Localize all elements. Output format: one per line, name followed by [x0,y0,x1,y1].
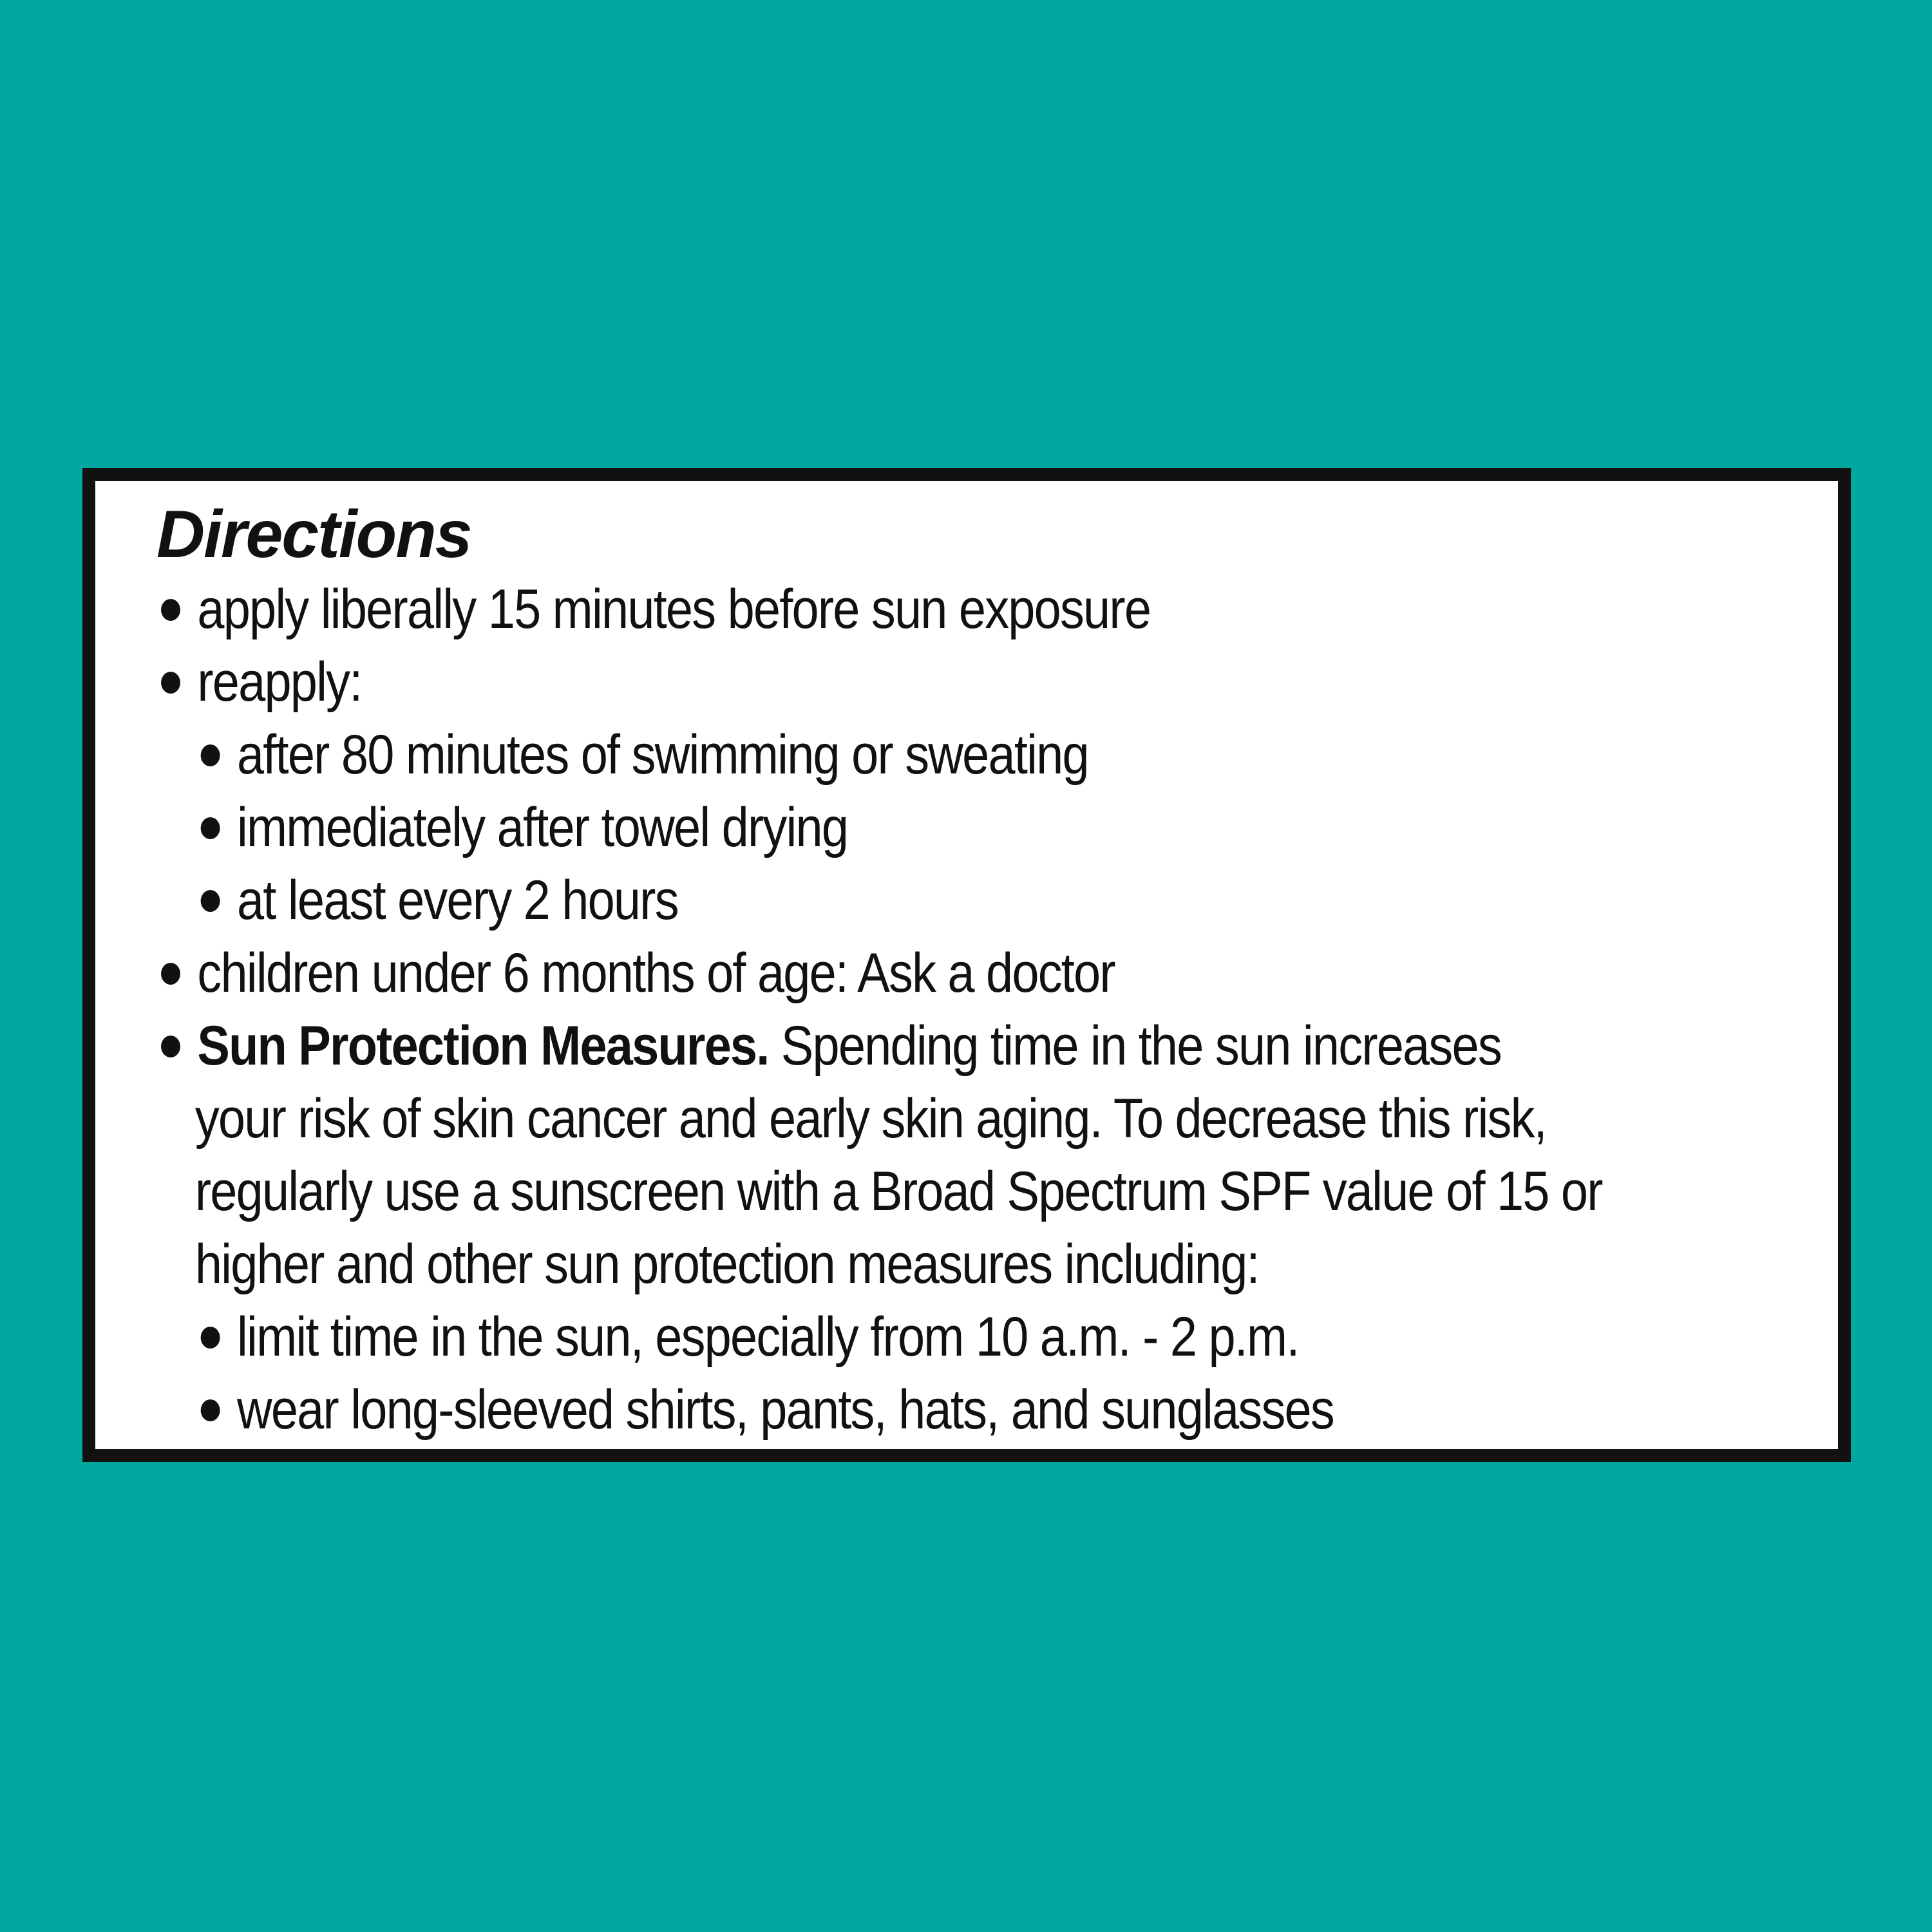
bullet-icon [201,1327,220,1349]
sub-item-reapply-2 [156,791,1602,864]
sub-item-text: at least every 2 hours [236,869,678,931]
bullet-icon [201,817,220,839]
bullet-icon [201,1399,220,1421]
sub-item-sun-1 [156,1301,1602,1374]
sub-item-text: limit time in the sun, especially from 10 a.m. - 2 p.m. [236,1306,1299,1368]
list-item-text: children under 6 months of age: Ask a doctor [197,942,1115,1004]
list-item-sun-protection [156,1010,1602,1083]
bullet-icon [161,963,180,985]
list-item-apply [156,573,1602,646]
list-item-children [156,937,1602,1010]
bullet-icon [161,672,180,694]
sub-item-reapply-1 [156,719,1602,791]
directions-panel [82,468,1851,1462]
list-item-reapply [156,646,1602,719]
sun-protection-line2: your risk of skin cancer and early skin aging. To decrease this risk, [194,1088,1546,1150]
bullet-icon [201,890,220,912]
sun-protection-line3: regularly use a sunscreen with a Broad Spectrum SPF value of 15 or [194,1160,1602,1222]
directions-content [156,497,1799,1446]
list-item-text: apply liberally 15 minutes before sun exposure [197,578,1151,640]
bullet-icon [161,599,180,621]
sub-item-text: wear long-sleeved shirts, pants, hats, and sunglasses [236,1379,1334,1441]
sub-item-text: immediately after towel drying [236,797,848,858]
bullet-icon [161,1036,180,1057]
sub-item-text: after 80 minutes of swimming or sweating [236,724,1088,786]
sub-item-sun-2 [156,1374,1602,1446]
sun-protection-line4: higher and other sun protection measures including: [194,1233,1259,1295]
sun-protection-line1: Spending time in the sun increases [768,1015,1501,1077]
sun-protection-lead: Sun Protection Measures. [197,1015,769,1077]
directions-heading: Directions [156,497,471,572]
bullet-icon [201,744,220,766]
list-item-text: reapply: [197,651,362,713]
sub-item-reapply-3 [156,864,1602,937]
